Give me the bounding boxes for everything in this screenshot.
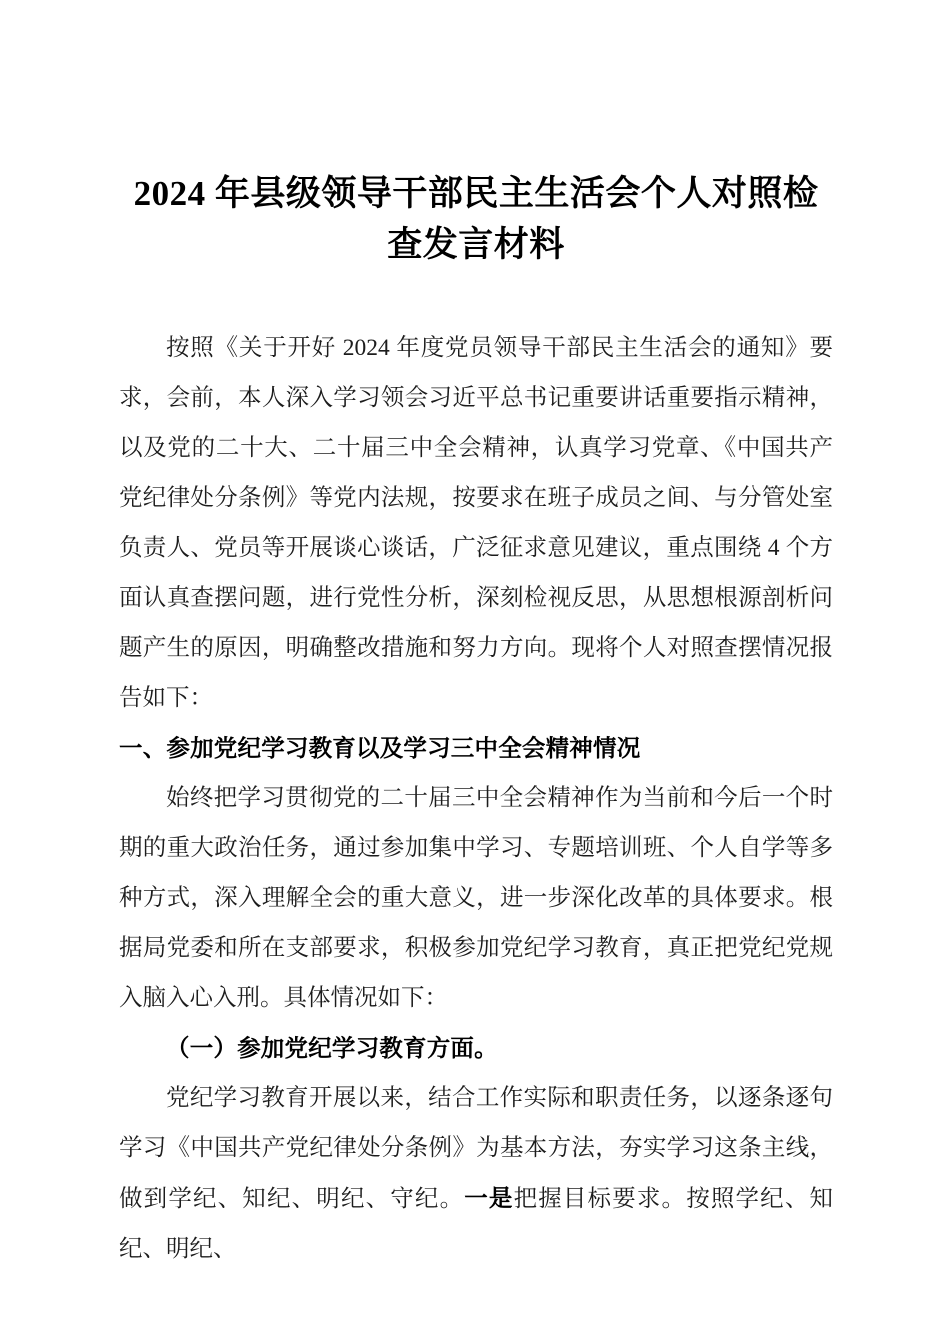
subsection-1-paragraph <box>119 1073 833 1274</box>
text-run: 党纪学习教育开展以来，结合工作实际和职责任务，以逐条逐句学习《中国共产党纪律处分条例》为基本方法，夯实学习这条主线，做到学纪、知纪、明纪、守纪。 <box>119 1085 833 1212</box>
emphasis-run: 一是 <box>464 1185 514 1211</box>
subsection-heading-1: （一）参加党纪学习教育方面。 <box>166 1035 498 1061</box>
page-title <box>119 0 833 270</box>
page-title-line-2: 查发言材料 <box>387 225 565 264</box>
page-title-line-1: 2024 年县级领导干部民主生活会个人对照检 <box>133 174 819 213</box>
section-1-paragraph: 始终把学习贯彻党的二十届三中全会精神作为当前和今后一个时期的重大政治任务，通过参加集中学习、专题培训班、个人自学等多种方式，深入理解全会的重大意义，进一步深化改革的具体要求。根据局党委和所在支部要求，积极参加党纪学习教育，真正把党纪党规入脑入心入刑。具体情况如下： <box>119 785 833 1011</box>
section-heading-1: 一、参加党纪学习教育以及学习三中全会精神情况 <box>119 735 641 761</box>
page-content <box>119 0 833 1274</box>
intro-paragraph: 按照《关于开好 2024 年度党员领导干部民主生活会的通知》要求，会前，本人深入学习领会习近平总书记重要讲话重要指示精神，以及党的二十大、二十届三中全会精神，认真学习党章、《中国共产党纪律处分条例》等党内法规，按要求在班子成员之间、与分管处室负责人、党员等开展谈心谈话，广泛征求意见建议，重点围绕 4 个方面认真查摆问题，进行党性分析，深刻检视反思，从思想根源剖析问题产生的原因，明确整改措施和努力方向。现将个人对照查摆情况报告如下： <box>119 335 833 711</box>
text-run: 把握目标要求。按照学纪、知纪、明纪、 <box>119 1186 834 1262</box>
